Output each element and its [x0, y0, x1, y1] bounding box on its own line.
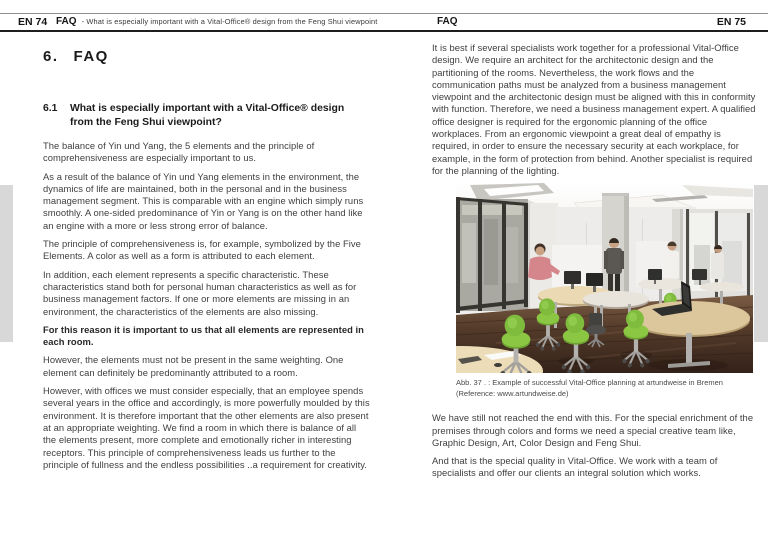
- photo-left-windows: [456, 197, 528, 313]
- right-column: [432, 42, 758, 486]
- paragraph: As a result of the balance of Yin und Yang elements in the environment, the dynamics of life are maintained, both in the personal and in the business management segment. This is comparable with an engine which simply runs smoothly. A one-sided predominance of Yin or Yang is on the other hand like an engine with a more or less strong error of balance.: [43, 170, 364, 231]
- question-number: 6.1: [43, 103, 58, 114]
- right-closing-text: [432, 412, 758, 479]
- page-header: [0, 14, 768, 30]
- figure-caption: Abb. 37 . : Example of successful Vital-Office planning at artundweise in Bremen (Reference: www.artundweise.de): [456, 378, 723, 398]
- office-figure: [456, 183, 753, 399]
- page-edge-tab-left: [0, 185, 13, 342]
- mouse: [494, 363, 502, 367]
- paragraph: However, the elements must not be present in the same weighting. One element can definitely be predominantly attributed to a room.: [43, 354, 344, 378]
- left-body-text: [43, 140, 370, 471]
- paragraph: The principle of comprehensiveness is, for example, symbolized by the Five Elements. A color as well as a form is attributed to each element.: [43, 238, 361, 262]
- right-body-text: [432, 42, 758, 177]
- emphasis-paragraph: For this reason it is important to us that all elements are represented in each room.: [43, 323, 364, 348]
- left-column: [43, 48, 370, 477]
- header-section-left: [56, 16, 377, 27]
- desk: [638, 278, 686, 290]
- monitor: [564, 271, 581, 284]
- monitor: [586, 273, 603, 286]
- header-rule-bottom: [0, 30, 768, 32]
- header-subtitle-left: - What is especially important with a Vital-Office® design from the Feng Shui viewpoint: [81, 17, 378, 26]
- paragraph: And that is the special quality in Vital-Office. We work with a team of specialists and offer our clients an integral solution which works.: [432, 455, 718, 479]
- header-section-left-label: FAQ: [56, 16, 77, 27]
- chapter-heading: [43, 48, 370, 65]
- chapter-title: FAQ: [73, 48, 109, 65]
- page-number-left: EN 74: [18, 16, 48, 28]
- question-text: What is especially important with a Vital-Office® design from the Feng Shui viewpoint?: [70, 103, 345, 128]
- page-number-right: EN 75: [716, 16, 746, 28]
- monitor: [692, 269, 707, 280]
- monitor: [648, 269, 662, 280]
- question-heading: [43, 102, 370, 129]
- paragraph: It is best if several specialists work together for a professional Vital-Office design. We require an architect for the architectonic design and the partitioning of the rooms. Nevertheless, the work flows and the communication paths must be analyzed from a business management viewpoint and the architectonic design must be aligned with this in conformity with function. Therefore, we need a business management expert. A qualified office designer is required for the ergonomic planning of the office workplaces. From an ergonomic viewpoint a great deal of empathy is required, in order to ensure the necessary security at each workplace, for example, in the form of protection from behind. Another specialist is required for the planning of the lighting.: [432, 42, 756, 176]
- desk: [700, 282, 744, 292]
- chapter-number: 6.: [43, 48, 59, 65]
- header-section-right: FAQ: [437, 16, 458, 27]
- paragraph: The balance of Yin und Yang, the 5 elements and the principle of comprehensiveness are especially important to us.: [43, 140, 315, 164]
- standing-desk: [583, 291, 649, 307]
- paragraph: We have still not reached the end with this. For the special enrichment of the premises through colors and forms we need a special creative team like, Graphic Design, Art, Color Design and Feng Shui.: [432, 412, 754, 448]
- paragraph: However, with offices we must consider especially, that an employee spends several years in the office and accordingly, is more powerfully moulded by this environment. It is therefore important that the other elements are also present at an appropriate weighting. We find a room in which there is balance of all the elements present, more complete and emotionally richer in interesting receptors. This principle of comprehensiveness leads us further to the principle of fullness and the endless possibilities ..a requirement for creativity.: [43, 385, 370, 470]
- office-photo: [456, 183, 753, 373]
- paragraph: In addition, each element represents a specific characteristic. These characteristics stand both for personal human characteristics as well as for business management factors. If one or more elements are missing in an environment, the characteristics of the elements are also missing.: [43, 268, 357, 317]
